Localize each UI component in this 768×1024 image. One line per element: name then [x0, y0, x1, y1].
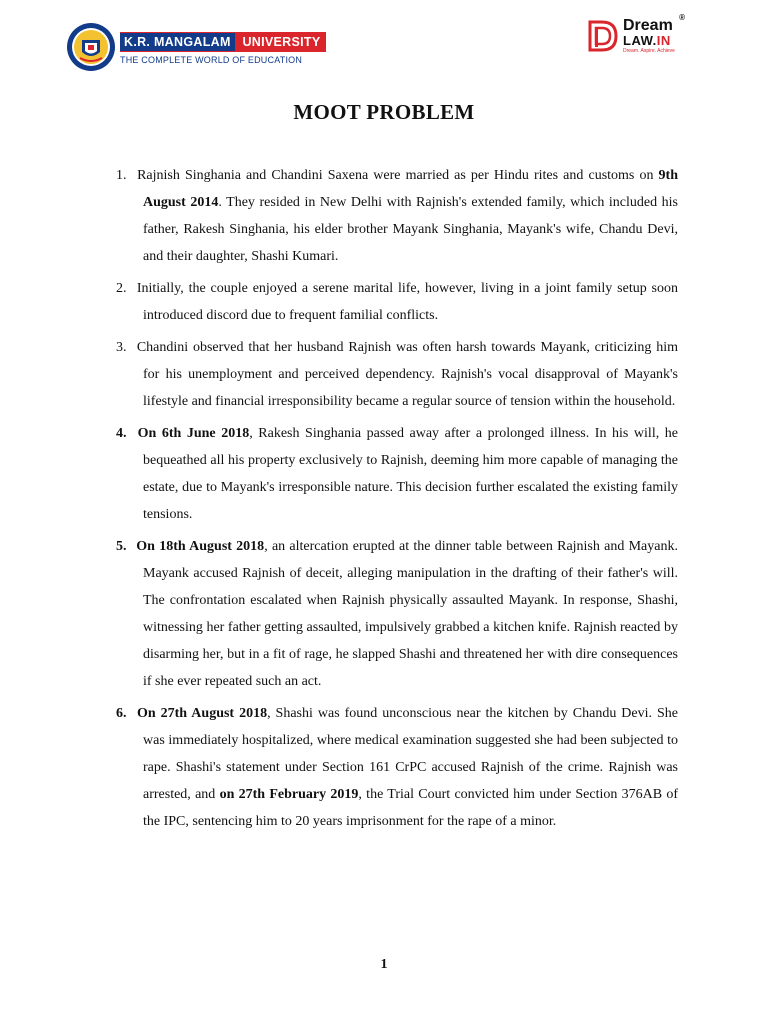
- paragraph-text: , Rakesh Singhania passed away after a prolonged illness. In his will, he bequeathed all his property exclusively to Rajnish, deeming him more capable of managing the estate, due to Mayank's irresponsible nature. This decision further escalated the existing family tensions.: [143, 426, 678, 522]
- paragraph-4: [116, 420, 678, 528]
- paragraph-number: 5.: [116, 539, 127, 554]
- paragraph-3: [116, 334, 678, 415]
- page-number: 1: [380, 957, 388, 972]
- paragraph-number: 6.: [116, 706, 127, 721]
- paragraph-2: [116, 275, 678, 329]
- bold-date-text: On 18th August 2018: [136, 539, 265, 554]
- page-header: [0, 0, 768, 90]
- paragraph-text: Initially, the couple enjoyed a serene marital life, however, living in a joint family setup soon introduced discord due to frequent familial conflicts.: [136, 281, 678, 323]
- paragraph-text: Chandini observed that her husband Rajnish was often harsh towards Mayank, criticizing him for his unemployment and perceived dependency. Rajnish's vocal disapproval of Mayank's lifestyle and financial irresponsibility became a regular source of tension within the household.: [136, 340, 678, 409]
- dreamlaw-tagline: Dream. Aspire. Achieve: [623, 48, 675, 54]
- dreamlaw-in: IN: [656, 33, 671, 48]
- university-name-part1: K.R. MANGALAM: [120, 33, 235, 51]
- paragraph-5: [116, 533, 678, 695]
- paragraph-6: [116, 700, 678, 835]
- moot-problem-body: [116, 162, 678, 840]
- university-logo: [66, 22, 326, 72]
- paragraph-number: 1.: [116, 168, 127, 183]
- paragraph-number: 3.: [116, 340, 127, 355]
- university-tagline: THE COMPLETE WORLD OF EDUCATION: [120, 55, 303, 65]
- paragraph-number: 2.: [116, 281, 127, 296]
- bold-date-text: On 6th June 2018: [137, 426, 250, 441]
- university-name: [120, 32, 326, 52]
- page-title: MOOT PROBLEM: [293, 100, 475, 124]
- paragraph-text: . They resided in New Delhi with Rajnish's extended family, which included his father, Rakesh Singhania, his elder brother Mayank Singhania, Mayank's wife, Chandu Devi, and their daughter, Shashi Kumari.: [143, 195, 678, 264]
- bold-date-text: On 27th August 2018: [136, 706, 268, 721]
- dreamlaw-logo: [588, 13, 685, 54]
- dreamlaw-word: Dream: [623, 17, 673, 34]
- university-seal-icon: [66, 22, 116, 72]
- dreamlaw-law: LAW.: [623, 33, 657, 48]
- dreamlaw-mark-icon: [588, 18, 620, 54]
- university-name-part2: UNIVERSITY: [242, 35, 321, 49]
- paragraph-number: 4.: [116, 426, 127, 441]
- paragraph-text: Rajnish Singhania and Chandini Saxena were married as per Hindu rites and customs on: [137, 168, 659, 183]
- paragraph-text: , the Trial Court convicted him under Section 376AB of the IPC, sentencing him to 20 years imprisonment for the rape of a minor.: [143, 787, 679, 829]
- bold-date-text: on 27th February 2019: [219, 787, 359, 802]
- paragraph-1: [116, 162, 678, 270]
- bold-date-text: 9th August 2014: [143, 168, 678, 210]
- paragraph-text: , an altercation erupted at the dinner table between Rajnish and Mayank. Mayank accused Rajnish of deceit, alleging manipulation in the drafting of their father's will. The confrontation escalated when Rajnish physically assaulted Mayank. In response, Shashi, witnessing her father getting assaulted, impulsively grabbed a kitchen knife. Rajnish reacted by disarming her, but in a fit of rage, he slapped Shashi and threatened her with dire consequences if she ever repeated such an act.: [143, 539, 678, 689]
- paragraph-text: , Shashi was found unconscious near the kitchen by Chandu Devi. She was immediately hospitalized, where medical examination suggested she had been subjected to rape. Shashi's statement under Section 161 CrPC accused Rajnish of the crime. Rajnish was arrested, and: [143, 706, 679, 802]
- registered-mark: ®: [679, 13, 685, 22]
